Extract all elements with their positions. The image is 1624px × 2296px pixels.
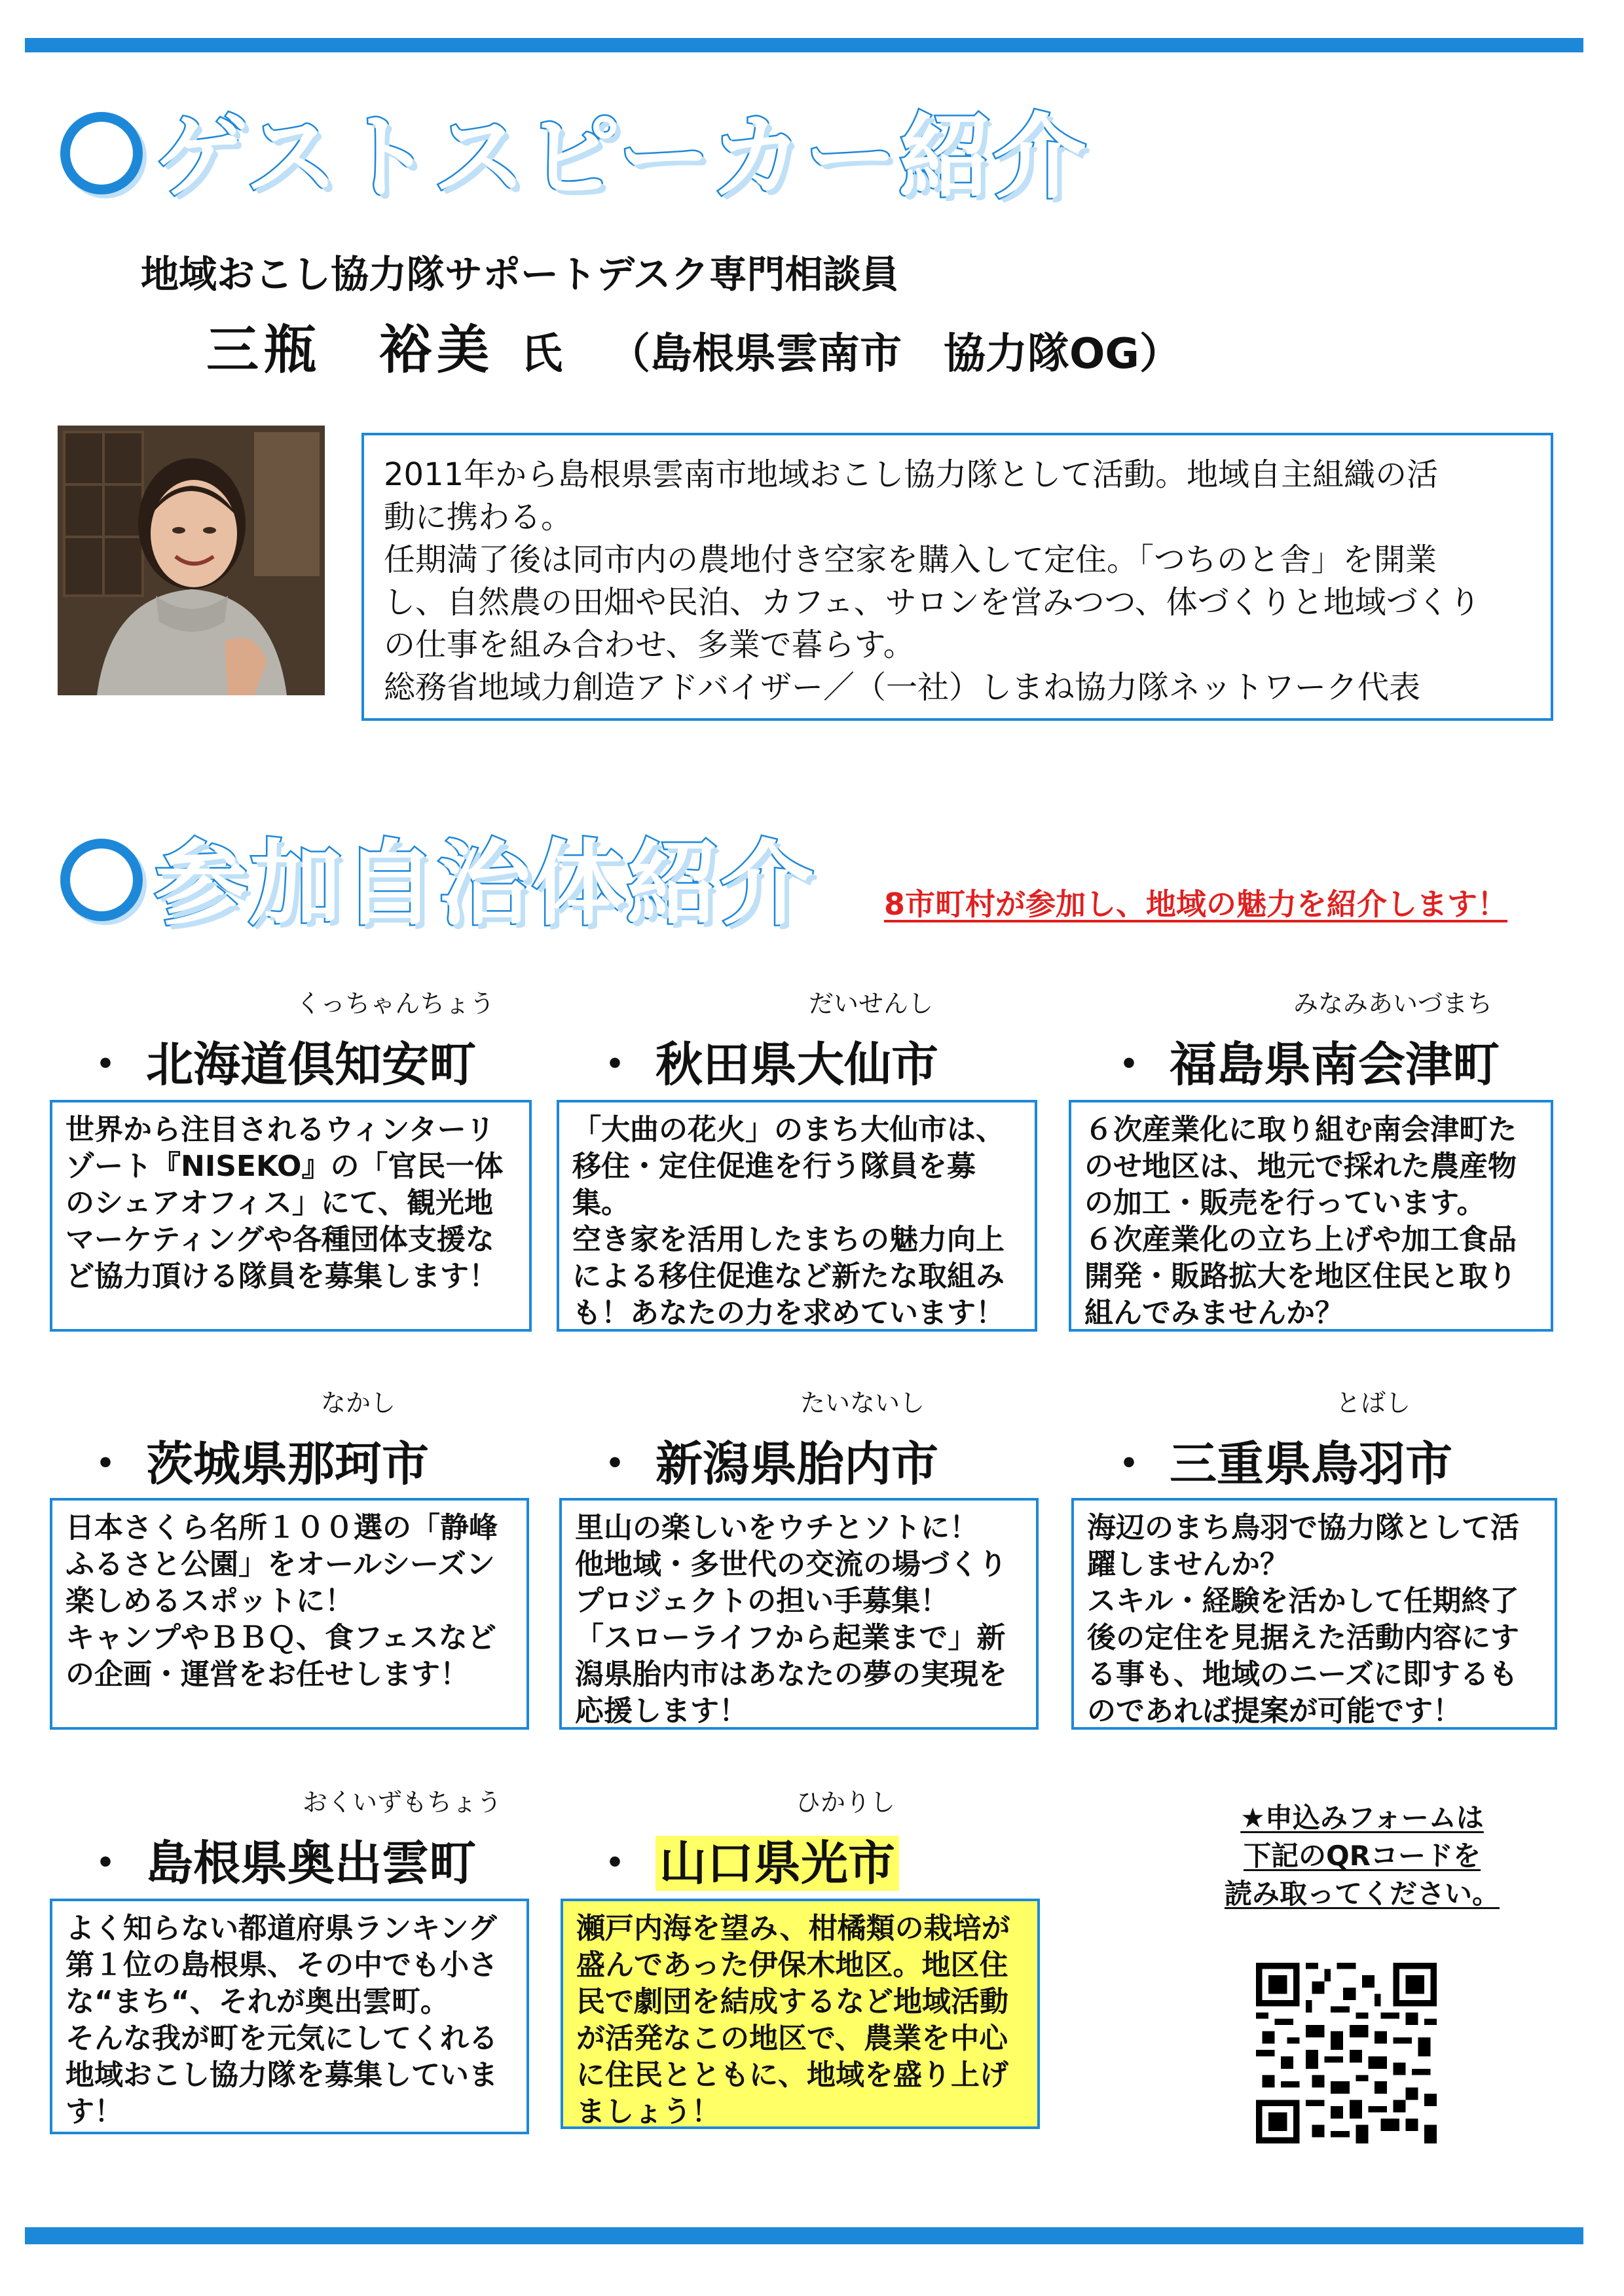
speaker-photo xyxy=(58,426,325,695)
municipality-description-box: 里山の楽しいをウチとソトに！ 他地域・多世代の交流の場づくり プロジェクトの担い手募集！ 「スローライフから起業まで」新 潟県胎内市はあなたの夢の実現を 応援します！ xyxy=(559,1498,1039,1730)
municipality-name: ・ 三重県鳥羽市 xyxy=(1105,1436,1453,1491)
municipality-description-box: 日本さくら名所１００選の「静峰 ふるさと公園」をオールシーズン 楽しめるスポットに！ キャンプやＢＢＱ、食フェスなど の企画・運営をお任せします！ xyxy=(50,1498,529,1730)
municipality-ruby: たいないし xyxy=(800,1389,925,1417)
speaker-honorific: 氏 xyxy=(521,330,563,378)
speaker-affiliation: （島根県雲南市 協力隊OG） xyxy=(608,330,1181,378)
municipality-ruby: ひかりし xyxy=(796,1788,896,1817)
bio-line: し、自然農の田畑や民泊、カフェ、サロンを営みつつ、体づくりと地域づくり xyxy=(384,584,1481,621)
bottom-border-bar xyxy=(25,2227,1583,2244)
municipality-ruby: みなみあいづまち xyxy=(1293,989,1493,1018)
municipality-description-box-highlighted: 瀬戸内海を望み、柑橘類の栽培が 盛んであった伊保木地区。地区住 民で劇団を結成するなど地域活動 が活発なこの地区で、農業を中心 に住民とともに、地域を盛り上げ ましょう！ xyxy=(561,1899,1040,2129)
speaker-role: 地域おこし協力隊サポートデスク専門相談員 xyxy=(141,252,899,297)
circle-mark-icon xyxy=(60,112,143,194)
municipality-name-highlighted: ・ 山口県光市 xyxy=(591,1825,899,1893)
municipality-description-box: よく知らない都道府県ランキング 第１位の島根県、その中でも小さ な“まち“、それが奥出雲町。 そんな我が町を元気にしてくれる 地域おこし協力隊を募集していま す！ xyxy=(50,1899,529,2134)
qr-code-icon[interactable] xyxy=(1256,1963,1437,2143)
municipality-ruby: くっちゃんちょう xyxy=(296,989,495,1018)
municipality-name: ・ 茨城県那珂市 xyxy=(82,1436,430,1491)
municipality-name: ・ 新潟県胎内市 xyxy=(591,1436,939,1491)
guest-speaker-heading: ゲストスピーカー紹介 xyxy=(60,111,1087,204)
bio-line: 総務省地域力創造アドバイザー／（一社）しまね協力隊ネットワーク代表 xyxy=(384,669,1421,706)
municipality-description-box: 海辺のまち鳥羽で協力隊として活 躍しませんか？ スキル・経験を活かして任期終了 後の定住を見据えた活動内容にす る事も、地域のニーズに即するも のであれば提案が可能です！ xyxy=(1071,1498,1557,1730)
municipality-description-box: 世界から注目されるウィンターリ ゾート『NISEKO』の「官民一体 のシェアオフィス」にて、観光地 マーケティングや各種団体支援な ど協力頂ける隊員を募集します！ xyxy=(50,1100,532,1332)
top-border-bar xyxy=(25,38,1583,52)
bio-line: 動に携わる。 xyxy=(384,499,573,536)
municipality-name: ・ 秋田県大仙市 xyxy=(591,1037,939,1092)
municipality-name: ・ 島根県奥出雲町 xyxy=(82,1836,477,1891)
municipality-ruby: なかし xyxy=(321,1389,396,1417)
application-notice: ★申込みフォームは 下記のQRコードを 読み取ってください。 xyxy=(1224,1802,1500,1910)
municipality-name: ・ 北海道倶知安町 xyxy=(82,1037,477,1092)
municipality-ruby: とばし xyxy=(1336,1389,1411,1417)
speaker-name-row xyxy=(206,308,1181,383)
circle-mark-icon xyxy=(60,839,143,921)
municipality-ruby: だいせんし xyxy=(809,989,934,1018)
municipality-description-box: 「大曲の花火」のまち大仙市は、 移住・定住促進を行う隊員を募集。 空き家を活用したまちの魅力向上 による移住促進など新たな取組み も！あなたの力を求めています！ xyxy=(557,1100,1037,1332)
bio-line: 任期満了後は同市内の農地付き空家を購入して定住。「つちのと舎」を開業 xyxy=(384,541,1437,578)
bio-line: 2011年から島根県雲南市地域おこし協力隊として活動。地域自主組織の活 xyxy=(384,456,1439,493)
bio-line: の仕事を組み合わせ、多業で暮らす。 xyxy=(384,627,915,663)
municipality-name: ・ 福島県南会津町 xyxy=(1105,1037,1500,1092)
speaker-bio-box xyxy=(361,433,1553,721)
speaker-name: 三瓶 裕美 xyxy=(206,319,494,380)
participating-municipalities-heading: 参加自治体紹介 xyxy=(60,838,815,931)
municipality-ruby: おくいずもちょう xyxy=(303,1788,502,1817)
municipalities-subtitle: 8市町村が参加し、地域の魅力を紹介します！ xyxy=(884,886,1508,922)
municipality-description-box: ６次産業化に取り組む南会津町た のせ地区は、地元で採れた農産物 の加工・販売を行っています。 ６次産業化の立ち上げや加工食品 開発・販路拡大を地区住民と取り 組んでみませんか？ xyxy=(1069,1100,1553,1332)
